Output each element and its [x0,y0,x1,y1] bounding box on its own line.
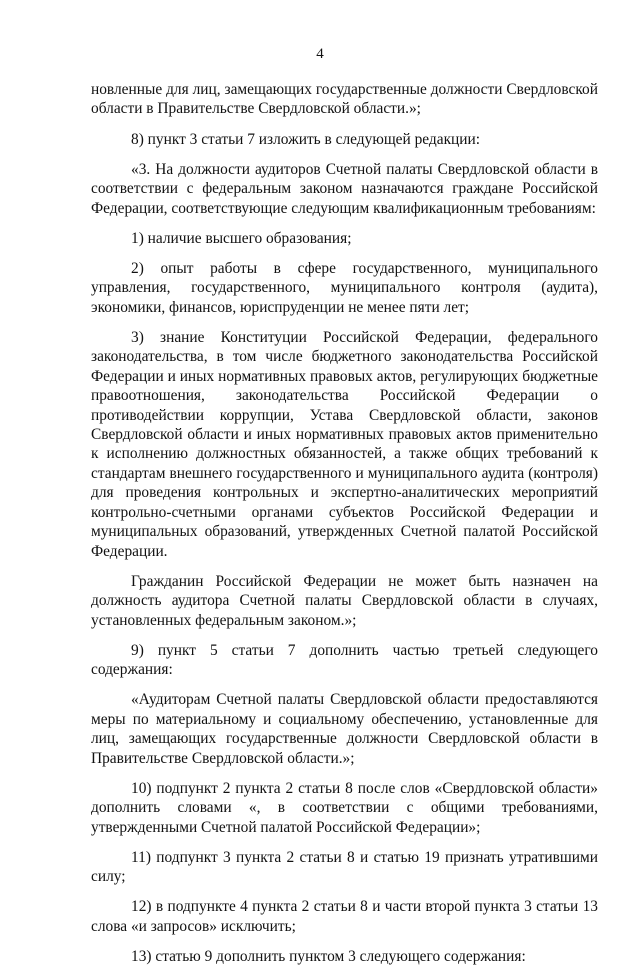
paragraph-item-11: 11) подпункт 3 пункта 2 статьи 8 и статью 19 признать утратившими силу; [91,848,598,886]
page-number: 4 [316,46,324,62]
paragraph-item-9: 9) пункт 5 статьи 7 дополнить частью третьей следующего содержания: [91,641,598,679]
paragraph-auditor-benefits: «Аудиторам Счетной палаты Свердловской области предоставляются меры по материальному и социальному обеспечению, установленные для лиц, замещающих государственные должности Свердловской области в Правительстве Свердловской области.»; [91,691,598,767]
paragraph-item-12: 12) в подпункте 4 пункта 2 статьи 8 и части второй пункта 3 статьи 13 слова «и запросов» исключить; [91,898,598,935]
paragraph-requirement-3: 3) знание Конституции Российской Федерации, федерального законодательства, в том числе бюджетного законодательства Российской Федерации и иных нормативных правовых актов, регулирующих бюджетные правоотношения, законодательства Российской Федерации о противодействии коррупции, Устава Свердловской области, законов Свердловской области и иных нормативных правовых актов применительно к исполнению должностных обязанностей, а также общих требований к стандартам внешнего государственного и муниципального аудита (контроля) для проведения контрольных и экспертно-аналитических мероприятий контрольно-счетными органами субъектов Российской Федерации и муниципальных образований, утвержденных Счетной палатой Российской Федерации. [91,329,598,560]
document-body [91,80,598,977]
paragraph-article-7-3: «3. На должности аудиторов Счетной палаты Свердловской области в соответствии с федеральным законом назначаются граждане Российской Федерации, соответствующие следующим квалификационным требованиям: [91,160,598,217]
paragraph-item-13: 13) статью 9 дополнить пунктом 3 следующего содержания: [131,948,526,965]
paragraph-item-8: 8) пункт 3 статьи 7 изложить в следующей редакции: [131,130,481,148]
paragraph-requirement-2: 2) опыт работы в сфере государственного, муниципального управления, государственного, муниципального контроля (аудита), экономики, финансов, юриспруденции не менее пяти лет; [91,260,598,316]
paragraph-continuation: новленные для лиц, замещающих государственные должности Свердловской области в Правительстве Свердловской области.»; [91,81,598,118]
paragraph-item-10: 10) подпункт 2 пункта 2 статьи 8 после слов «Свердловской области» дополнить словами «, в соответствии с общими требованиями, утвержденными Счетной палатой Российской Федерации»; [91,779,598,836]
paragraph-requirement-1: 1) наличие высшего образования; [131,229,352,247]
paragraph-citizen-restriction: Гражданин Российской Федерации не может быть назначен на должность аудитора Счетной палаты Свердловской области в случаях, установленных федеральным законом.»; [91,572,598,629]
